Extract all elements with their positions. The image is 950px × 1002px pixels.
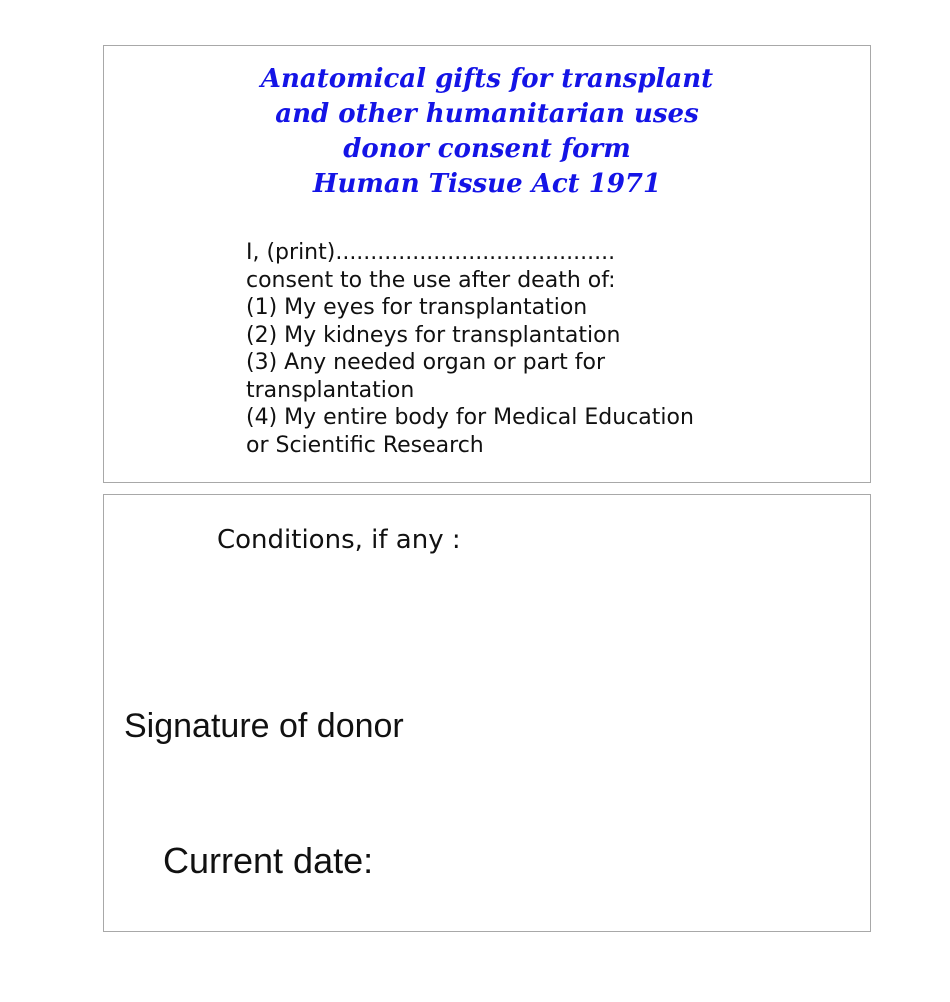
consent-statement	[246, 239, 846, 459]
consent-option-kidneys: (2) My kidneys for transplantation	[246, 322, 621, 348]
title-line: and other humanitarian uses	[275, 99, 699, 129]
conditions-label: Conditions, if any :	[217, 525, 461, 555]
consent-option-eyes: (1) My eyes for transplantation	[246, 295, 588, 320]
form-title	[104, 62, 870, 202]
consent-option-any-organ: (3) Any needed organ or part for	[246, 350, 605, 375]
consent-option-entire-body-cont: or Scientific Research	[246, 432, 484, 458]
consent-option-any-organ-cont: transplantation	[246, 377, 415, 403]
title-line: donor consent form	[343, 134, 631, 164]
consent-line-name: I, (print)........................................	[246, 240, 616, 265]
donor-card-back	[103, 494, 871, 932]
donor-card-front	[103, 45, 871, 483]
title-line: Anatomical gifts for transplant	[260, 64, 714, 94]
signature-label: Signature of donor	[124, 707, 404, 745]
current-date-label: Current date:	[163, 840, 374, 881]
title-line: Human Tissue Act 1971	[312, 169, 662, 199]
consent-option-entire-body: (4) My entire body for Medical Education	[246, 405, 694, 430]
consent-line: consent to the use after death of:	[246, 267, 616, 293]
